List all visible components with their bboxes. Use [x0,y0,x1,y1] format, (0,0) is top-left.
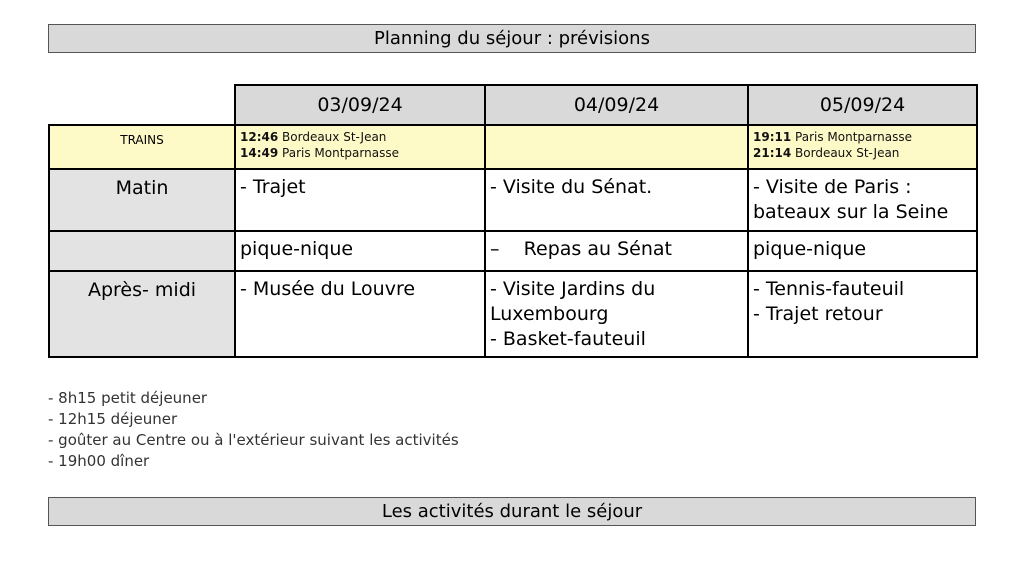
train-entry [753,129,976,145]
date-header-row [49,85,977,125]
trains-label: TRAINS [49,125,235,169]
train-time: 21:14 [753,146,792,160]
train-time: 14:49 [240,146,279,160]
trains-row [49,125,977,169]
cell-matin-day2: - Visite du Sénat. [485,169,748,231]
planning-title-banner [48,24,976,53]
date-header-1: 03/09/24 [235,85,485,125]
cell-midi-day2: – Repas au Sénat [485,231,748,271]
note-item: - goûter au Centre ou à l'extérieur suivant les activités [48,431,459,449]
cell-midi-day1: pique-nique [235,231,485,271]
train-station: Bordeaux St-Jean [795,146,900,160]
row-label-matin: Matin [49,169,235,231]
cell-apres-midi-day1: - Musée du Louvre [235,271,485,357]
train-entry [753,145,976,161]
cell-matin-day1: - Trajet [235,169,485,231]
activities-title: Les activités durant le séjour [381,501,643,522]
train-entry [240,129,484,145]
train-station: Bordeaux St-Jean [282,130,387,144]
meal-notes [48,388,459,472]
row-label-apres-midi: Après- midi [49,271,235,357]
trains-day1 [235,125,485,169]
train-time: 19:11 [753,130,792,144]
train-time: 12:46 [240,130,279,144]
cell-apres-midi-day3: - Tennis-fauteuil - Trajet retour [748,271,977,357]
train-station: Paris Montparnasse [282,146,399,160]
cell-matin-day3: - Visite de Paris : bateaux sur la Seine [748,169,977,231]
date-header-2: 04/09/24 [485,85,748,125]
trains-day2 [485,125,748,169]
schedule-table [48,84,978,358]
matin-row [49,169,977,231]
note-item: - 19h00 dîner [48,452,150,470]
trains-day3 [748,125,977,169]
train-station: Paris Montparnasse [795,130,912,144]
cell-midi-day3: pique-nique [748,231,977,271]
apres-midi-row [49,271,977,357]
row-label-midi [49,231,235,271]
empty-corner [49,85,235,125]
cell-apres-midi-day2: - Visite Jardins du Luxembourg - Basket-fauteuil [485,271,748,357]
date-header-3: 05/09/24 [748,85,977,125]
activities-title-banner [48,497,976,526]
planning-title: Planning du séjour : prévisions [374,28,650,49]
train-entry [240,145,484,161]
note-item: - 8h15 petit déjeuner [48,389,208,407]
midi-row [49,231,977,271]
note-item: - 12h15 déjeuner [48,410,178,428]
